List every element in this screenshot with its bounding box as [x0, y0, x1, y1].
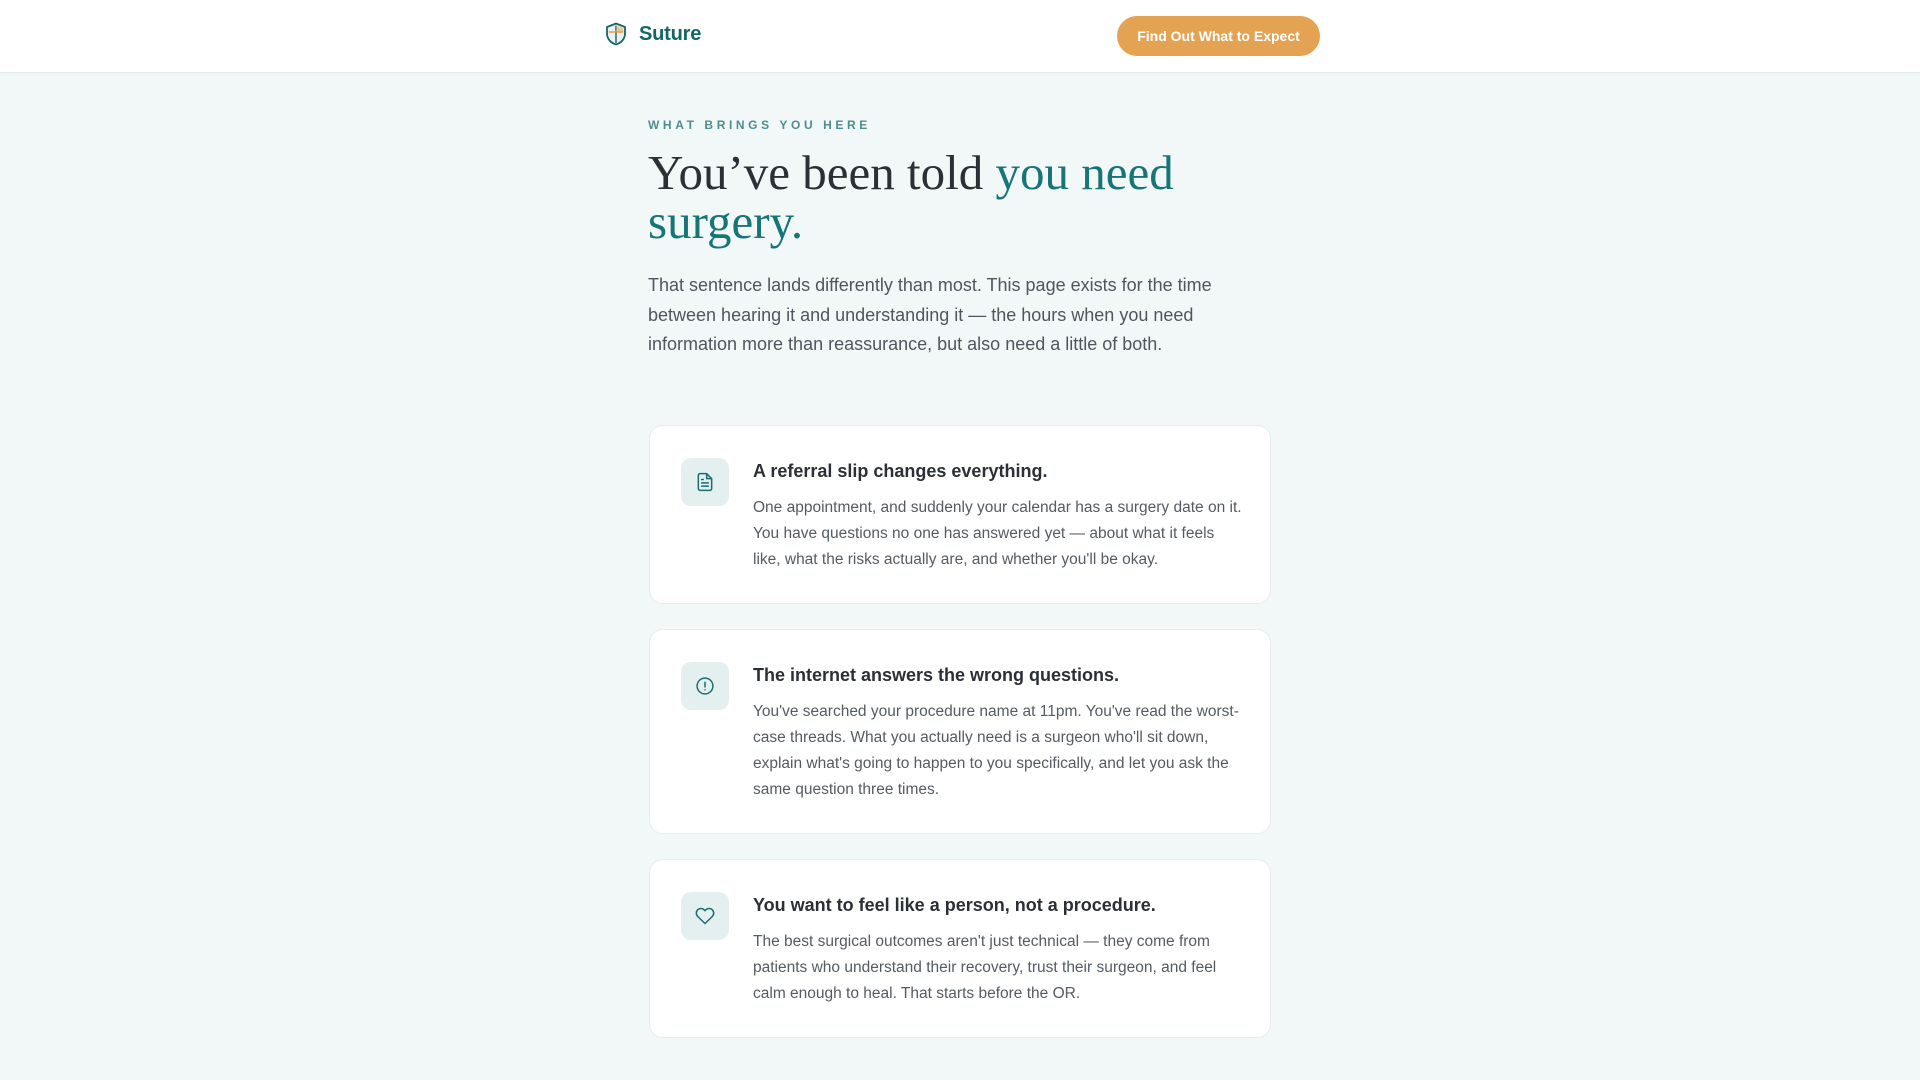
brand-name: Suture: [639, 22, 702, 45]
brand-logo-link[interactable]: [605, 22, 701, 46]
concern-card: [649, 629, 1271, 834]
concern-card: [649, 425, 1271, 604]
card-body: One appointment, and suddenly your calendar has a surgery date on it. You have questions no one has answered yet — about what it feels like, what the risks actually are, and whether you'll be okay.: [753, 499, 1242, 568]
card-icon-tile: [681, 892, 729, 940]
alert-circle-icon: [695, 676, 715, 696]
card-icon-tile: [681, 662, 729, 710]
top-navigation-bar: [0, 0, 1920, 73]
card-body: You've searched your procedure name at 11pm. You've read the worst-case threads. What you actually need is a surgeon who'll sit down, explain what's going to happen to you specifically, and let you ask the same question three times.: [753, 703, 1239, 798]
headline-plain-text: You’ve been told: [648, 145, 996, 200]
shield-logo-icon: [605, 22, 627, 46]
find-out-what-to-expect-button[interactable]: Find Out What to Expect: [1117, 16, 1320, 56]
hero-headline: [648, 145, 1248, 249]
card-title: You want to feel like a person, not a procedure.: [753, 895, 1156, 915]
concern-card: [649, 859, 1271, 1038]
card-title: A referral slip changes everything.: [753, 461, 1048, 481]
card-body: The best surgical outcomes aren't just technical — they come from patients who understand their recovery, trust their surgeon, and feel calm enough to heal. That starts before the OR.: [753, 933, 1217, 1002]
card-icon-tile: [681, 458, 729, 506]
document-icon: [695, 472, 715, 492]
card-title: The internet answers the wrong questions.: [753, 665, 1120, 685]
section-eyebrow: WHAT BRINGS YOU HERE: [648, 118, 871, 132]
headline-accent-text: you need surgery.: [648, 145, 1174, 249]
hero-intro-paragraph: That sentence lands differently than most. This page exists for the time between hearing it and understanding it — the hours when you need information more than reassurance, but also need a little of both.: [648, 275, 1212, 354]
heart-icon: [695, 906, 715, 926]
